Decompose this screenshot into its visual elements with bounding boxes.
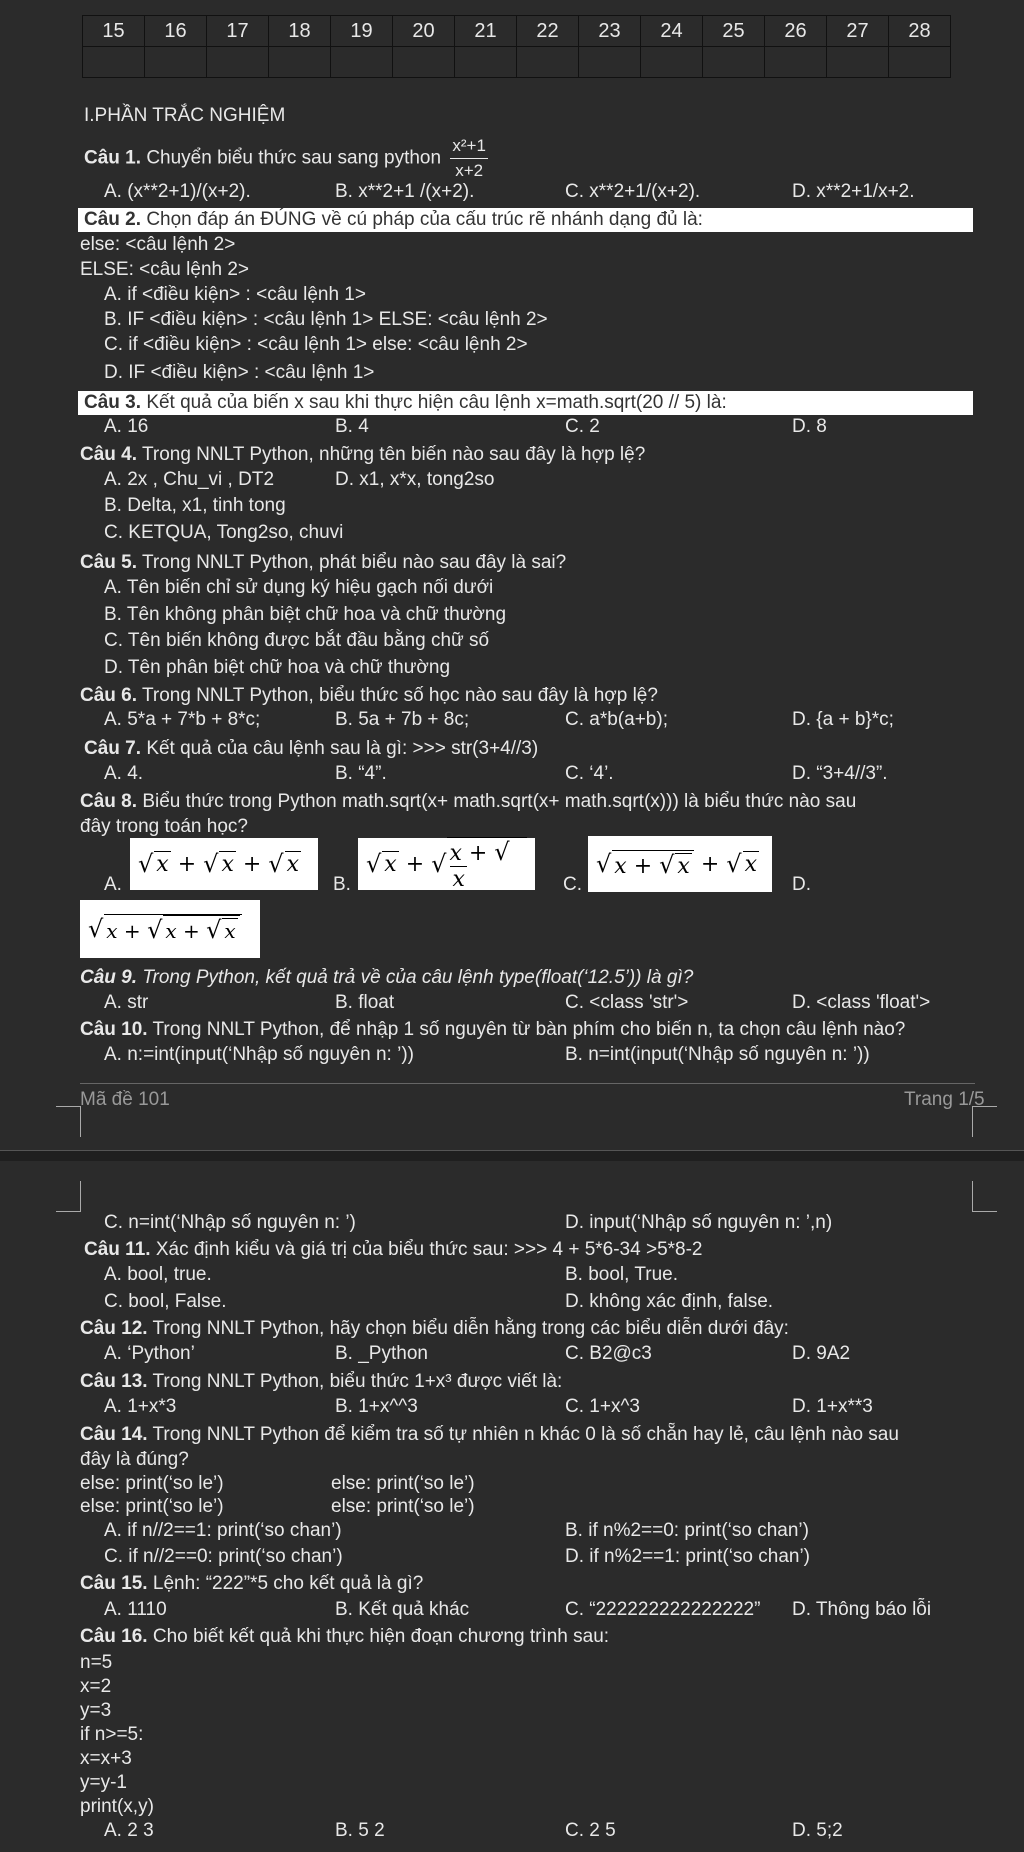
option-d: D. 9A2 [792, 1343, 851, 1364]
question-label: Câu 7. [84, 738, 142, 759]
answer-table-cell: 19 [331, 16, 393, 47]
answer-table-cell: 16 [145, 16, 207, 47]
option-d: D. x**2+1/x+2. [792, 181, 915, 202]
question-label: Câu 9. [80, 967, 138, 988]
question-label: Câu 10. [80, 1019, 148, 1040]
question-13 [80, 1370, 562, 1394]
code-line: if n>=5: [80, 1724, 144, 1745]
answer-table-cell [889, 47, 951, 78]
option-c: C. “222222222222222” [565, 1599, 761, 1620]
answer-table-cell [827, 47, 889, 78]
question-text-cont: đây trong toán học? [80, 816, 248, 837]
option-d: D. IF <điều kiện> : <câu lệnh 1> [104, 362, 375, 383]
question-10 [80, 1018, 905, 1042]
question-label: Câu 6. [80, 685, 138, 706]
question-5 [80, 551, 566, 575]
answer-table-cell [703, 47, 765, 78]
option-c: C. a*b(a+b); [565, 709, 668, 730]
code-line: n=5 [80, 1652, 113, 1673]
exam-code: Mã đề 101 [80, 1089, 170, 1110]
section-title: I.PHẦN TRẮC NGHIỆM [84, 105, 286, 126]
option-c: C. [563, 874, 582, 895]
option-d: D. if n%2==1: print(‘so chan’) [565, 1546, 811, 1567]
option-b: B. [333, 874, 351, 895]
question-label: Câu 4. [80, 444, 138, 465]
answer-table-cell [393, 47, 455, 78]
fraction-numerator: x²+1 [450, 134, 488, 159]
code-line: else: print(‘so le’) [80, 1496, 224, 1517]
option-c: C. x**2+1/(x+2). [565, 181, 701, 202]
question-label: Câu 3. [84, 392, 142, 413]
question-3 [78, 391, 973, 415]
option-b: B. _Python [335, 1343, 428, 1364]
question-text: Trong NNLT Python, hãy chọn biểu diễn hằng trong các biểu diễn dưới đây: [152, 1318, 789, 1339]
question-label: Câu 2. [84, 209, 142, 230]
option-d: D. x1, x*x, tong2so [335, 469, 495, 490]
option-b: B. float [335, 992, 395, 1013]
option-a: A. Tên biến chỉ sử dụng ký hiệu gạch nối dưới [104, 577, 494, 598]
answer-table-cell [641, 47, 703, 78]
option-a: A. 5*a + 7*b + 8*c; [104, 709, 261, 730]
question-text: Xác định kiểu và giá trị của biểu thức sau: >>> 4 + 5*6-34 >5*8-2 [155, 1239, 703, 1260]
option-b: B. 1+x^^3 [335, 1396, 418, 1417]
option-b: B. 5 2 [335, 1820, 385, 1841]
question-text: Lệnh: “222”*5 cho kết quả là gì? [152, 1573, 424, 1594]
option-c: C. bool, False. [104, 1291, 227, 1312]
option-d: D. không xác định, false. [565, 1291, 774, 1312]
code-line: print(x,y) [80, 1796, 154, 1817]
option-c: C. KETQUA, Tong2so, chuvi [104, 522, 344, 543]
option-a: A. 2 3 [104, 1820, 154, 1841]
answer-table-cell: 24 [641, 16, 703, 47]
question-16 [80, 1625, 609, 1649]
option-a: A. if <điều kiện> : <câu lệnh 1> [104, 284, 366, 305]
question-7 [84, 737, 538, 761]
answer-table-cell [83, 47, 145, 78]
question-text: Trong NNLT Python để kiểm tra số tự nhiên n khác 0 là số chẵn hay lẻ, câu lệnh nào sau [152, 1424, 899, 1445]
option-b: B. IF <điều kiện> : <câu lệnh 1> ELSE: <câu lệnh 2> [104, 309, 548, 330]
fraction-denominator: x+2 [455, 161, 484, 180]
option-a: A. (x**2+1)/(x+2). [104, 181, 251, 202]
question-text: Trong NNLT Python, biểu thức số học nào sau đây là hợp lệ? [141, 685, 658, 706]
option-a-formula: √ x + √ x + √ x [130, 838, 318, 890]
question-text-cont: đây là đúng? [80, 1449, 189, 1470]
option-c: C. if n//2==0: print(‘so chan’) [104, 1546, 343, 1567]
option-b: B. x**2+1 /(x+2). [335, 181, 475, 202]
question-4 [80, 443, 645, 467]
option-d: D. 5;2 [792, 1820, 843, 1841]
option-c: C. ‘4’. [565, 763, 614, 784]
footer-rule [80, 1083, 975, 1084]
question-label: Câu 15. [80, 1573, 148, 1594]
option-a: A. n:=int(input(‘Nhập số nguyên n: ’)) [104, 1044, 414, 1065]
option-d: D. <class 'float'> [792, 992, 931, 1013]
option-c: C. n=int(‘Nhập số nguyên n: ’) [104, 1212, 356, 1233]
code-line: else: <câu lệnh 2> [80, 234, 236, 255]
question-text: Kết quả của câu lệnh sau là gì: >>> str(3+4//3) [146, 738, 539, 759]
code-line: y=3 [80, 1700, 112, 1721]
option-c: C. 2 [565, 416, 600, 437]
question-label: Câu 5. [80, 552, 138, 573]
crop-mark [972, 1106, 997, 1137]
option-d: D. Thông báo lỗi [792, 1599, 932, 1620]
question-label: Câu 12. [80, 1318, 148, 1339]
answer-table-cell [455, 47, 517, 78]
option-a: A. [104, 874, 122, 895]
answer-table-cell [517, 47, 579, 78]
option-d: D. Tên phân biệt chữ hoa và chữ thường [104, 657, 451, 678]
answer-table-cell [207, 47, 269, 78]
question-label: Câu 14. [80, 1424, 148, 1445]
answer-table-cell [765, 47, 827, 78]
question-8 [80, 790, 856, 814]
option-a: A. 2x , Chu_vi , DT2 [104, 469, 275, 490]
option-a: A. ‘Python’ [104, 1343, 195, 1364]
answer-table-cell: 27 [827, 16, 889, 47]
option-a: A. 1110 [104, 1599, 167, 1620]
question-label: Câu 16. [80, 1626, 148, 1647]
option-a: A. if n//2==1: print(‘so chan’) [104, 1520, 342, 1541]
question-text: Trong NNLT Python, những tên biến nào sau đây là hợp lệ? [141, 444, 646, 465]
option-d-formula: √ x + √ x + √ x [80, 900, 260, 958]
option-d: D. 8 [792, 416, 827, 437]
code-line: else: print(‘so le’) [331, 1496, 475, 1517]
option-c: C. if <điều kiện> : <câu lệnh 1> else: <câu lệnh 2> [104, 334, 528, 355]
option-b: B. bool, True. [565, 1264, 679, 1285]
question-text: Trong Python, kết quả trả về của câu lệnh type(float(‘12.5’)) là gì? [142, 967, 694, 988]
option-c: C. Tên biến không được bắt đầu bằng chữ số [104, 630, 490, 651]
code-line: x=2 [80, 1676, 112, 1697]
question-12 [80, 1317, 789, 1341]
answer-table-cell: 26 [765, 16, 827, 47]
option-d: D. [792, 874, 811, 895]
code-line: else: print(‘so le’) [80, 1473, 224, 1494]
option-d: D. input(‘Nhập số nguyên n: ’,n) [565, 1212, 833, 1233]
question-text: Trong NNLT Python, để nhập 1 số nguyên từ bàn phím cho biến n, ta chọn câu lệnh nào? [152, 1019, 906, 1040]
question-9 [80, 966, 693, 990]
question-6 [80, 684, 658, 708]
page-number: Trang 1/5 [904, 1089, 985, 1110]
option-b: B. 5a + 7b + 8c; [335, 709, 470, 730]
crop-mark [56, 1106, 81, 1137]
question-text: Biểu thức trong Python math.sqrt(x+ math.sqrt(x+ math.sqrt(x))) là biểu thức nào sau [142, 791, 857, 812]
question-text: Chọn đáp án ĐÚNG về cú pháp của cấu trúc rẽ nhánh dạng đủ là: [146, 209, 703, 230]
answer-table-cell [331, 47, 393, 78]
answer-table-cell: 22 [517, 16, 579, 47]
question-label: Câu 13. [80, 1371, 148, 1392]
answer-table-cell: 28 [889, 16, 951, 47]
option-b: B. “4”. [335, 763, 387, 784]
option-c: C. 2 5 [565, 1820, 616, 1841]
answer-table-cell: 25 [703, 16, 765, 47]
option-d: D. 1+x**3 [792, 1396, 873, 1417]
option-d: D. {a + b}*c; [792, 709, 894, 730]
question-2 [78, 208, 973, 232]
option-a: A. 1+x*3 [104, 1396, 177, 1417]
answer-table-cell [579, 47, 641, 78]
question-text: Trong NNLT Python, phát biểu nào sau đây là sai? [141, 552, 567, 573]
answer-table [82, 15, 951, 78]
option-b: B. Kết quả khác [335, 1599, 470, 1620]
option-c: C. B2@c3 [565, 1343, 652, 1364]
answer-table-cell: 20 [393, 16, 455, 47]
option-b: B. Tên không phân biệt chữ hoa và chữ thường [104, 604, 507, 625]
question-text: Kết quả của biến x sau khi thực hiện câu lệnh x=math.sqrt(20 // 5) là: [146, 392, 727, 413]
code-line: y=y-1 [80, 1772, 127, 1793]
option-d: D. “3+4//3”. [792, 763, 888, 784]
answer-table-cell: 17 [207, 16, 269, 47]
question-text: Trong NNLT Python, biểu thức 1+x³ được viết là: [152, 1371, 563, 1392]
answer-table-cell: 15 [83, 16, 145, 47]
option-a: A. bool, true. [104, 1264, 212, 1285]
question-15 [80, 1572, 423, 1596]
code-line: x=x+3 [80, 1748, 132, 1769]
question-text: Chuyển biểu thức sau sang python [146, 147, 442, 169]
option-c-formula: √ x + √ x + √ x [588, 836, 772, 892]
option-a: A. 16 [104, 416, 149, 437]
question-label: Câu 8. [80, 791, 138, 812]
question-label: Câu 11. [84, 1239, 151, 1260]
question-11 [84, 1238, 703, 1262]
answer-table-cell [145, 47, 207, 78]
answer-table-cell: 21 [455, 16, 517, 47]
code-line: else: print(‘so le’) [331, 1473, 475, 1494]
question-label: Câu 1. [84, 147, 142, 169]
option-a: A. 4. [104, 763, 144, 784]
question-14 [80, 1423, 899, 1447]
answer-table-cell [269, 47, 331, 78]
option-b: B. if n%2==0: print(‘so chan’) [565, 1520, 809, 1541]
answer-table-header-row [83, 16, 951, 47]
answer-table-cell: 23 [579, 16, 641, 47]
option-b-formula: √ x + √ x + √x [358, 838, 535, 890]
answer-table-empty-row [83, 47, 951, 78]
option-c: C. 1+x^3 [565, 1396, 640, 1417]
code-line: ELSE: <câu lệnh 2> [80, 259, 250, 280]
exam-page-2 [0, 1161, 1024, 1852]
answer-table-cell: 18 [269, 16, 331, 47]
fraction [450, 134, 488, 183]
option-c: C. <class 'str'> [565, 992, 689, 1013]
crop-mark [972, 1181, 997, 1212]
option-b: B. 4 [335, 416, 369, 437]
question-text: Cho biết kết quả khi thực hiện đoạn chương trình sau: [152, 1626, 610, 1647]
option-b: B. n=int(input(‘Nhập số nguyên n: ’)) [565, 1044, 870, 1065]
option-b: B. Delta, x1, tinh tong [104, 495, 286, 516]
option-a: A. str [104, 992, 149, 1013]
crop-mark [56, 1181, 81, 1212]
question-1 [84, 134, 488, 183]
